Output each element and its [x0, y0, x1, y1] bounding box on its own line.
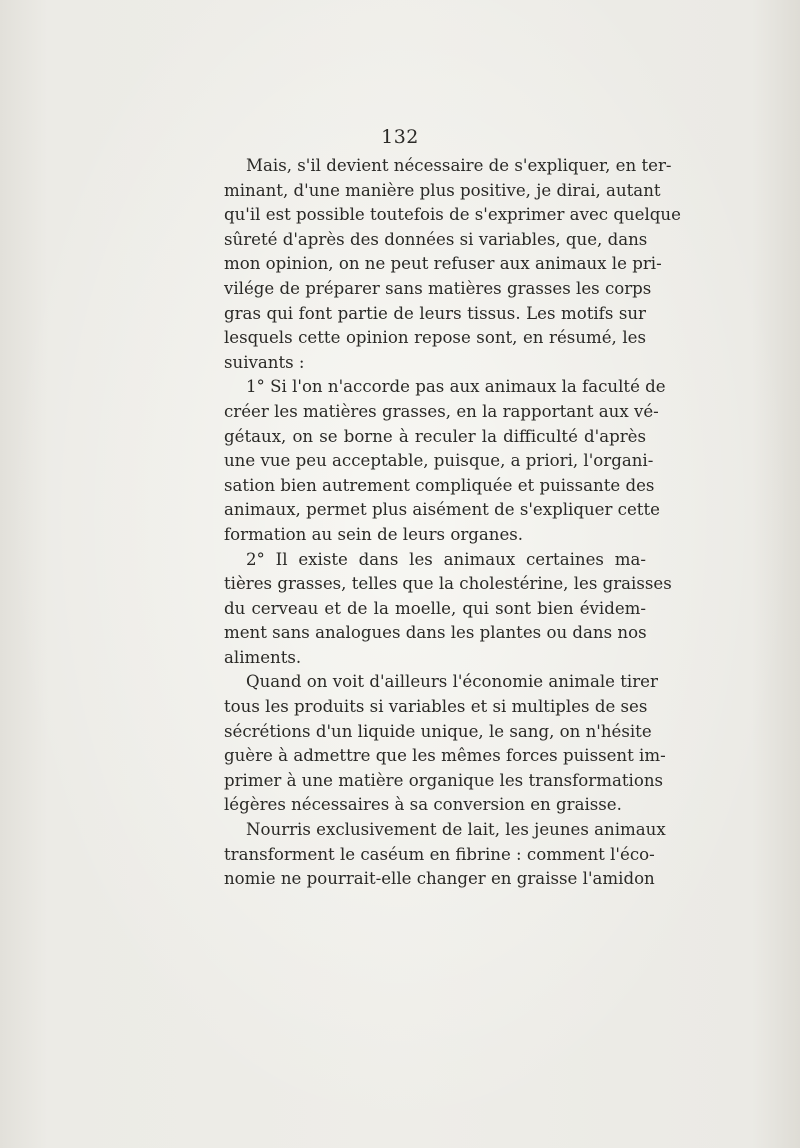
- text-line: minant, d'une manière plus positive, je dirai, autant: [224, 180, 661, 200]
- text-line: gras qui font partie de leurs tissus. Les motifs sur: [224, 303, 646, 323]
- text-line: sécrétions d'un liquide unique, le sang, on n'hésite: [224, 721, 652, 741]
- text-line: vilége de préparer sans matières grasses les corps: [224, 278, 652, 298]
- text-line: une vue peu acceptable, puisque, a priori, l'organi-: [224, 451, 654, 471]
- text-line: légères nécessaires à sa conversion en graisse.: [224, 795, 622, 815]
- paragraph-2: [224, 375, 666, 547]
- text-line: sûreté d'après des données si variables, que, dans: [224, 229, 648, 249]
- text-line: 2° Il existe dans les animaux certaines ma-: [246, 549, 646, 569]
- text-line: transforment le caséum en fibrine : comment l'éco-: [224, 844, 655, 864]
- text-line: Nourris exclusivement de lait, les jeunes animaux: [246, 820, 666, 840]
- body-text: [224, 154, 681, 892]
- text-line: 1° Si l'on n'accorde pas aux animaux la faculté de: [246, 377, 666, 397]
- text-line: ment sans analogues dans les plantes ou dans nos: [224, 623, 647, 643]
- text-line: mon opinion, on ne peut refuser aux animaux le pri-: [224, 254, 662, 274]
- text-line: animaux, permet plus aisément de s'expliquer cette: [224, 500, 660, 520]
- paragraph-4: [224, 670, 666, 818]
- text-line: gétaux, on se borne à reculer la difficulté d'après: [224, 426, 646, 446]
- text-line: sation bien autrement compliquée et puissante des: [224, 475, 655, 495]
- text-line: suivants :: [224, 352, 305, 372]
- text-line: primer à une matière organique les transformations: [224, 770, 664, 790]
- text-line: du cerveau et de la moelle, qui sont bien évidem-: [224, 598, 646, 618]
- text-line: Quand on voit d'ailleurs l'économie animale tirer: [246, 672, 658, 692]
- paragraph-1: [224, 154, 681, 375]
- paragraph-3: [224, 548, 672, 671]
- text-line: nomie ne pourrait-elle changer en graisse l'amidon: [224, 869, 655, 889]
- text-line: qu'il est possible toutefois de s'exprimer avec quelque: [224, 205, 681, 225]
- text-line: aliments.: [224, 647, 302, 667]
- text-line: lesquels cette opinion repose sont, en résumé, les: [224, 328, 646, 348]
- paragraph-5: [224, 818, 666, 892]
- page-number: 132: [381, 126, 419, 148]
- text-line: guère à admettre que les mêmes forces puissent im-: [224, 746, 666, 766]
- text-line: formation au sein de leurs organes.: [224, 524, 524, 544]
- text-line: créer les matières grasses, en la rapportant aux vé-: [224, 401, 659, 421]
- text-line: tières grasses, telles que la cholestérine, les graisses: [224, 574, 672, 594]
- text-line: Mais, s'il devient nécessaire de s'expliquer, en ter-: [246, 156, 672, 175]
- text-line: tous les produits si variables et si multiples de ses: [224, 697, 648, 717]
